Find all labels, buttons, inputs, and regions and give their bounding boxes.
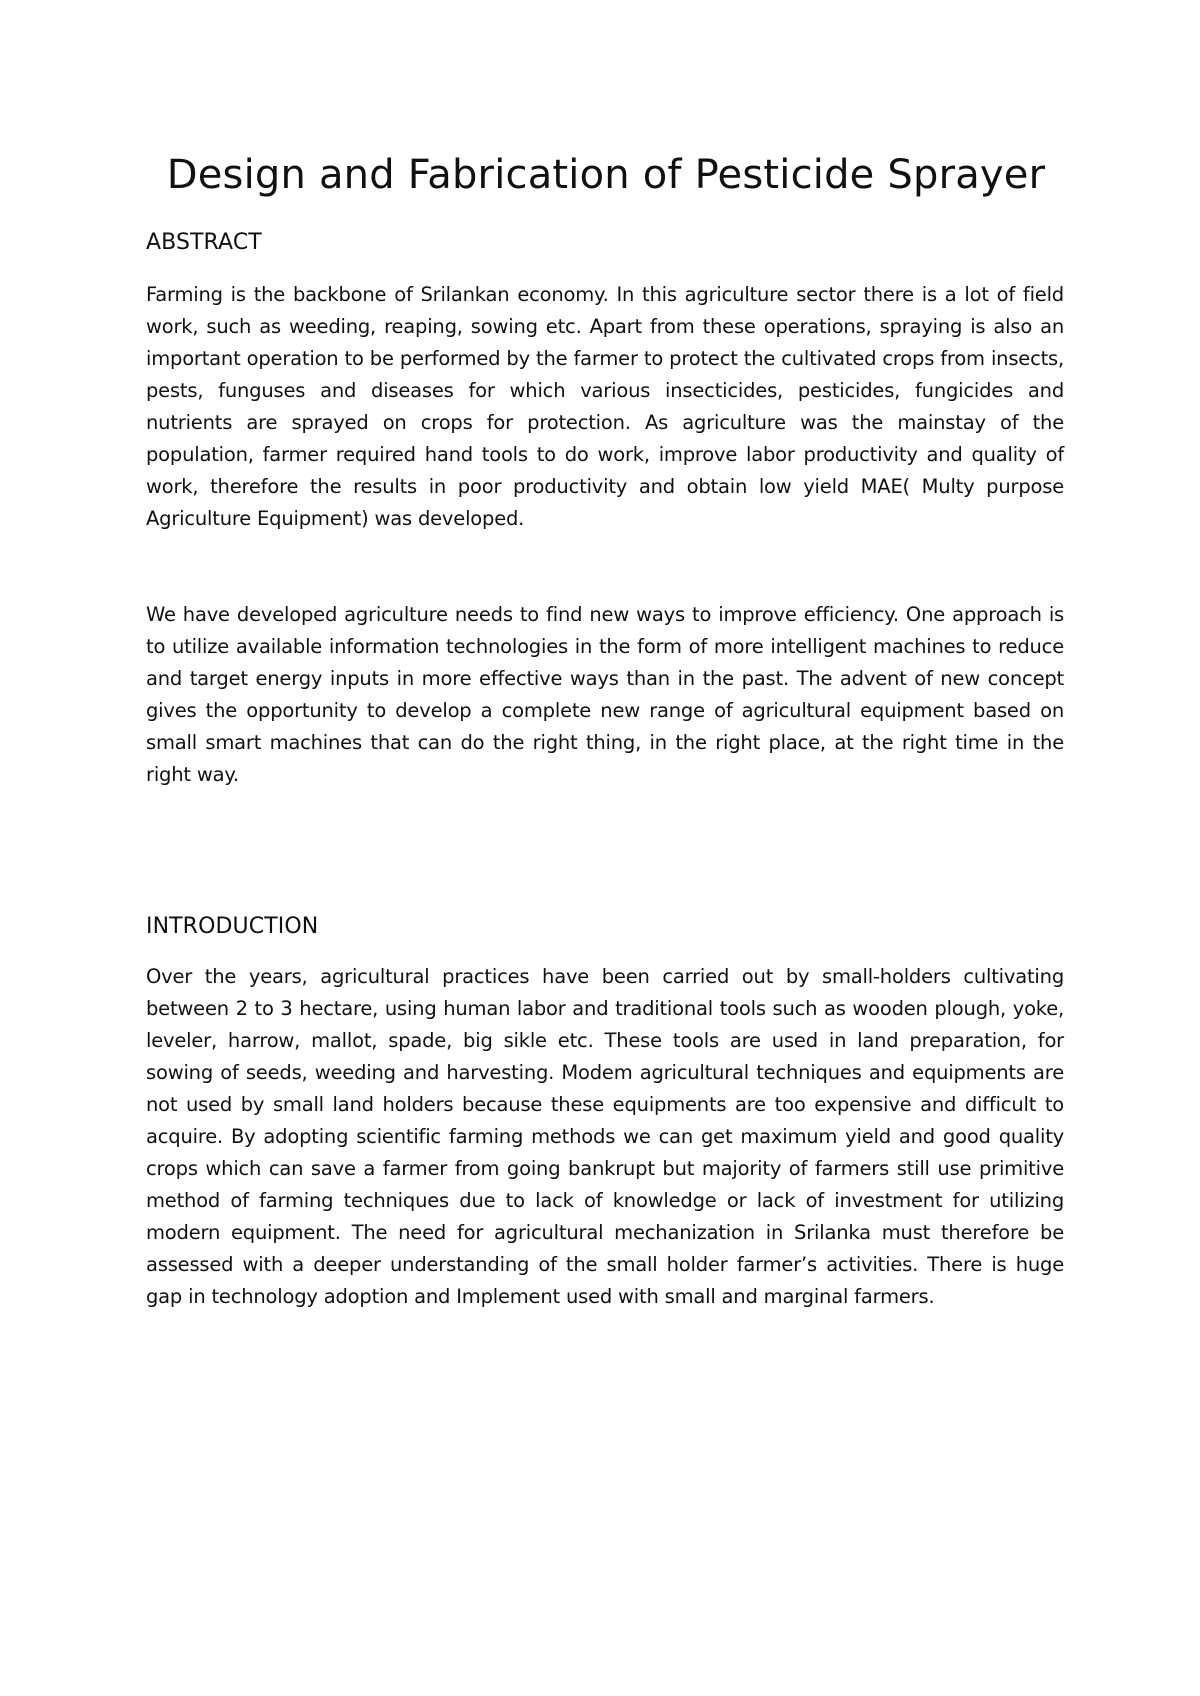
abstract-heading: ABSTRACT [146,230,262,255]
document-title: Design and Fabrication of Pesticide Sprayer [166,152,1046,198]
abstract-paragraph-1: Farming is the backbone of Srilankan economy. In this agriculture sector there is a lot of field work, such as weeding, reaping, sowing etc. Apart from these operations, spraying is also an important operation to be performed by the farmer to protect the cultivated crops from insects, pests, funguses and diseases for which various insecticides, pesticides, fungicides and nutrients are sprayed on crops for protection. As agriculture was the mainstay of the population, farmer required hand tools to do work, improve labor productivity and quality of work, therefore the results in poor productivity and obtain low yield MAE( Multy purpose Agriculture Equipment) was developed. [146,283,1064,530]
introduction-heading: INTRODUCTION [146,914,319,939]
introduction-paragraph-1: Over the years, agricultural practices have been carried out by small-holders cultivating between 2 to 3 hectare, using human labor and traditional tools such as wooden plough, yoke, leveler, harrow, mallot, spade, big sikle etc. These tools are used in land preparation, for sowing of seeds, weeding and harvesting. Modem agricultural techniques and equipments are not used by small land holders because these equipments are too expensive and difficult to acquire. By adopting scientific farming methods we can get maximum yield and good quality crops which can save a farmer from going bankrupt but majority of farmers still use primitive method of farming techniques due to lack of knowledge or lack of investment for utilizing modern equipment. The need for agricultural mechanization in Srilanka must therefore be assessed with a deeper understanding of the small holder farmer’s activities. There is huge gap in technology adoption and Implement used with small and marginal farmers. [146,965,1064,1308]
abstract-paragraph-2: We have developed agriculture needs to find new ways to improve efficiency. One approach is to utilize available information technologies in the form of more intelligent machines to reduce and target energy inputs in more effective ways than in the past. The advent of new concept gives the opportunity to develop a complete new range of agricultural equipment based on small smart machines that can do the right thing, in the right place, at the right time in the right way. [146,603,1064,786]
